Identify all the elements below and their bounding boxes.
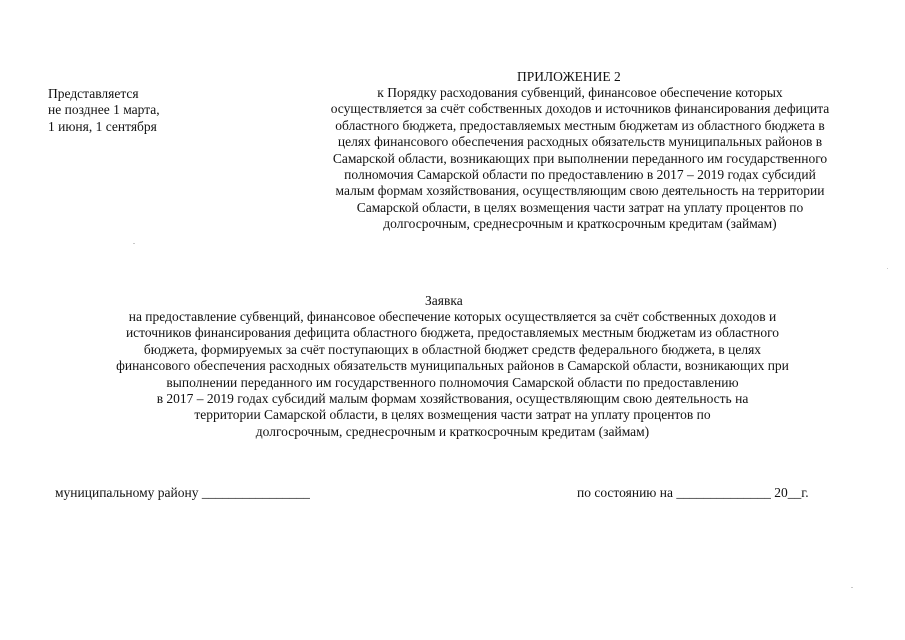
appendix-line: малым формам хозяйствования, осуществляющим свою деятельность на территории (335, 183, 825, 199)
appendix-line: областного бюджета, предоставляемых местным бюджетам из областного бюджета в (335, 117, 825, 133)
appendix-line: Самарской области, в целях возмещения части затрат на уплату процентов по (356, 199, 804, 215)
application-line: на предоставление субвенций, финансовое обеспечение которых осуществляется за счёт собственных доходов и (128, 309, 777, 324)
note-line: не позднее 1 марта, (48, 102, 160, 118)
appendix-title: ПРИЛОЖЕНИЕ 2 (517, 69, 621, 84)
district-field: муниципальному району ________________ (55, 485, 310, 500)
appendix-line: целях финансового обеспечения расходных обязательств муниципальных районов в (337, 134, 823, 150)
appendix-text (280, 85, 880, 233)
as-of-date-field: по состоянию на ______________ 20__г. (577, 485, 809, 500)
appendix-line: долгосрочным, среднесрочным и краткосрочным кредитам (займам) (383, 216, 777, 232)
application-line: выполнении переданного им государственного полномочия Самарской области по предоставлению (166, 374, 739, 390)
note-line: Представляется (48, 86, 139, 101)
appendix-line: Самарской области, возникающих при выполнении переданного им государственного (332, 150, 828, 166)
application-title: Заявка (425, 293, 463, 308)
appendix-line: осуществляется за счёт собственных доходов и источников финансирования дефицита (330, 101, 830, 117)
appendix-line: к Порядку расходования субвенций, финансовое обеспечение которых (377, 85, 783, 100)
application-line: бюджета, формируемых за счёт поступающих в областной бюджет средств федерального бюджета, в целях (143, 341, 762, 357)
scan-speck (887, 268, 888, 269)
application-line: территории Самарской области, в целях возмещения части затрат на уплату процентов по (194, 407, 711, 423)
application-line: долгосрочным, среднесрочным и краткосрочным кредитам (займам) (255, 423, 650, 439)
application-line: источников финансирования дефицита областного бюджета, предоставляемых местным бюджетам из областного (125, 325, 780, 341)
application-line: в 2017 – 2019 годах субсидий малым формам хозяйствования, осуществляющим свою деятельность на (156, 390, 749, 406)
application-line: финансового обеспечения расходных обязательств муниципальных районов в Самарской области, возникающих при (116, 358, 789, 374)
scan-speck (851, 587, 853, 588)
application-text (40, 309, 865, 440)
scan-speck (133, 243, 135, 244)
appendix-line: полномочия Самарской области по предоставлению в 2017 – 2019 годах субсидий (344, 166, 816, 182)
submission-deadline-note (48, 86, 160, 135)
note-line: 1 июня, 1 сентября (48, 118, 157, 134)
